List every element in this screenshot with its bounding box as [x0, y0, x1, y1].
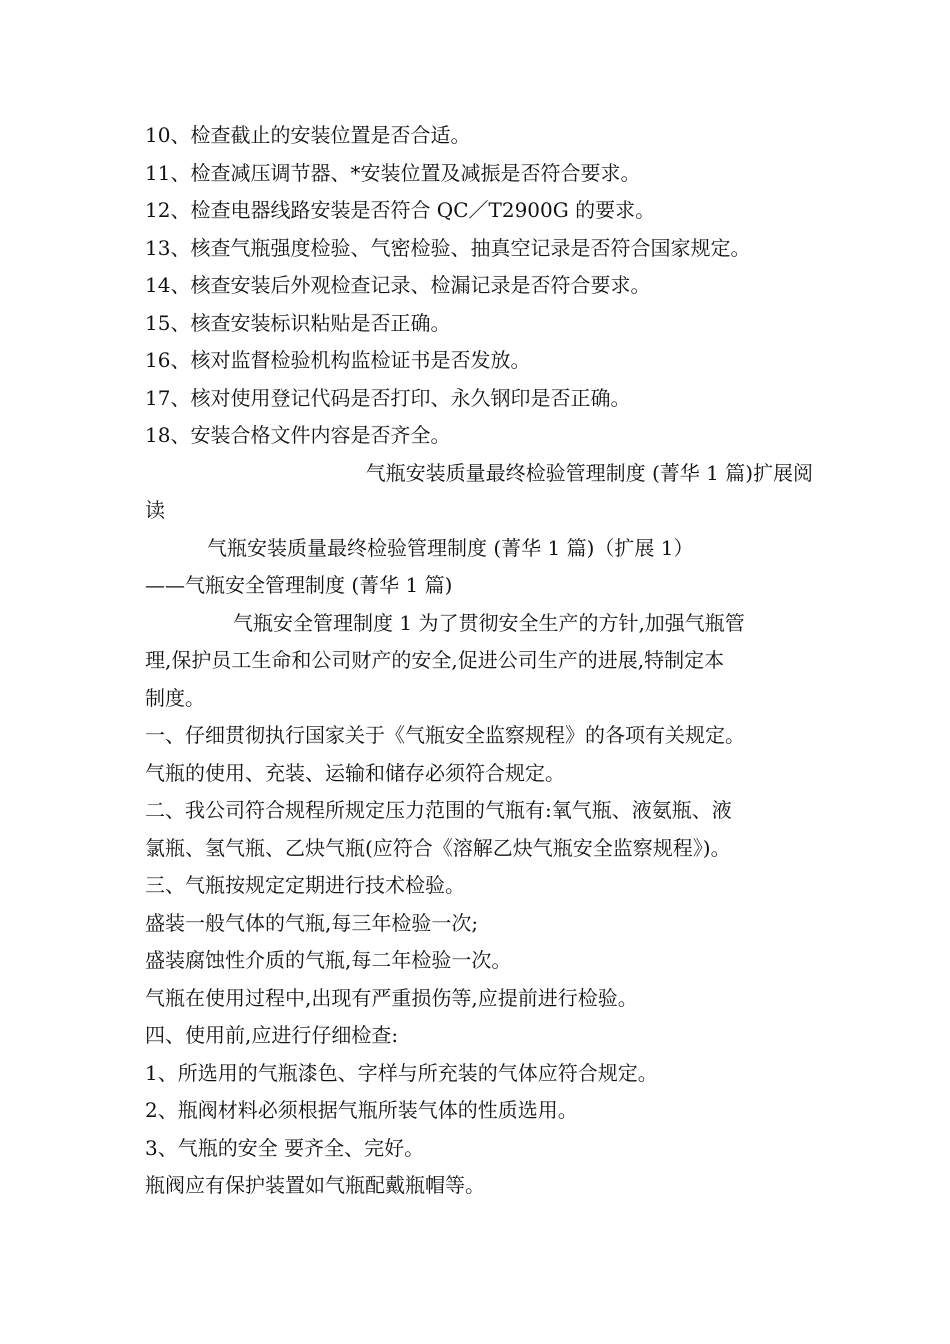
text-line-7: 16、核对监督检验机构监检证书是否发放。 — [145, 348, 531, 372]
extension-subtitle: ——气瓶安全管理制度 (菁华 1 篇) — [145, 573, 453, 597]
clause-3-item-general-gas: 盛装一般气体的气瓶,每三年检验一次; — [145, 910, 479, 935]
clause-3-item-damage: 气瓶在使用过程中,出现有严重损伤等,应提前进行检验。 — [145, 985, 638, 1010]
clause-4-item-valve: 瓶阀应有保护装置如气瓶配戴瓶帽等。 — [145, 1173, 485, 1197]
clause-4-item-1: 1、所选用的气瓶漆色、字样与所充装的气体应符合规定。 — [145, 1060, 658, 1085]
document-body — [145, 117, 813, 1205]
clause-1-line-1: 一、仔细贯彻执行国家关于《气瓶安全监察规程》的各项有关规定。 — [145, 723, 745, 747]
clause-3: 三、气瓶按规定定期进行技术检验。 — [145, 873, 465, 897]
clause-2-line-2: 氯瓶、氢气瓶、乙炔气瓶(应符合《溶解乙炔气瓶安全监察规程》)。 — [145, 835, 731, 860]
text-line-4: 13、核查气瓶强度检验、气密检验、抽真空记录是否符合国家规定。 — [145, 235, 751, 260]
text-line-6: 15、核查安装标识粘贴是否正确。 — [145, 310, 451, 335]
paragraph-intro-line-1: 气瓶安全管理制度 1 为了贯彻安全生产的方针,加强气瓶管 — [233, 610, 745, 635]
paragraph-intro-line-2: 理,保护员工生命和公司财产的安全,促进公司生产的进展,特制定本 — [145, 648, 725, 672]
paragraph-intro-line-3: 制度。 — [145, 685, 205, 710]
clause-2-line-1: 二、我公司符合规程所规定压力范围的气瓶有:氧气瓶、液氨瓶、液 — [145, 798, 732, 822]
extension-title: 气瓶安装质量最终检验管理制度 (菁华 1 篇)（扩展 1） — [207, 535, 694, 560]
text-line-8: 17、核对使用登记代码是否打印、永久钢印是否正确。 — [145, 385, 631, 410]
text-line-1: 10、检查截止的安装位置是否合适。 — [145, 123, 471, 147]
text-line-2: 11、检查减压调节器、*安装位置及减振是否符合要求。 — [145, 160, 641, 185]
clause-4-item-3: 3、气瓶的安全 要齐全、完好。 — [145, 1135, 425, 1160]
text-line-9: 18、安装合格文件内容是否齐全。 — [145, 423, 451, 447]
section-heading-extended-reading: 气瓶安装质量最终检验管理制度 (菁华 1 篇)扩展阅 — [365, 460, 813, 485]
clause-3-item-corrosive: 盛装腐蚀性介质的气瓶,每二年检验一次。 — [145, 948, 512, 972]
text-line-3: 12、检查电器线路安装是否符合 QC／T2900G 的要求。 — [145, 198, 656, 222]
clause-4: 四、使用前,应进行仔细检查: — [145, 1023, 399, 1047]
text-line-5: 14、核查安装后外观检查记录、检漏记录是否符合要求。 — [145, 273, 651, 297]
clause-1-line-2: 气瓶的使用、充装、运输和储存必须符合规定。 — [145, 760, 565, 785]
clause-4-item-2: 2、瓶阀材料必须根据气瓶所装气体的性质选用。 — [145, 1098, 578, 1122]
section-heading-extended-reading-cont: 读 — [145, 498, 165, 522]
